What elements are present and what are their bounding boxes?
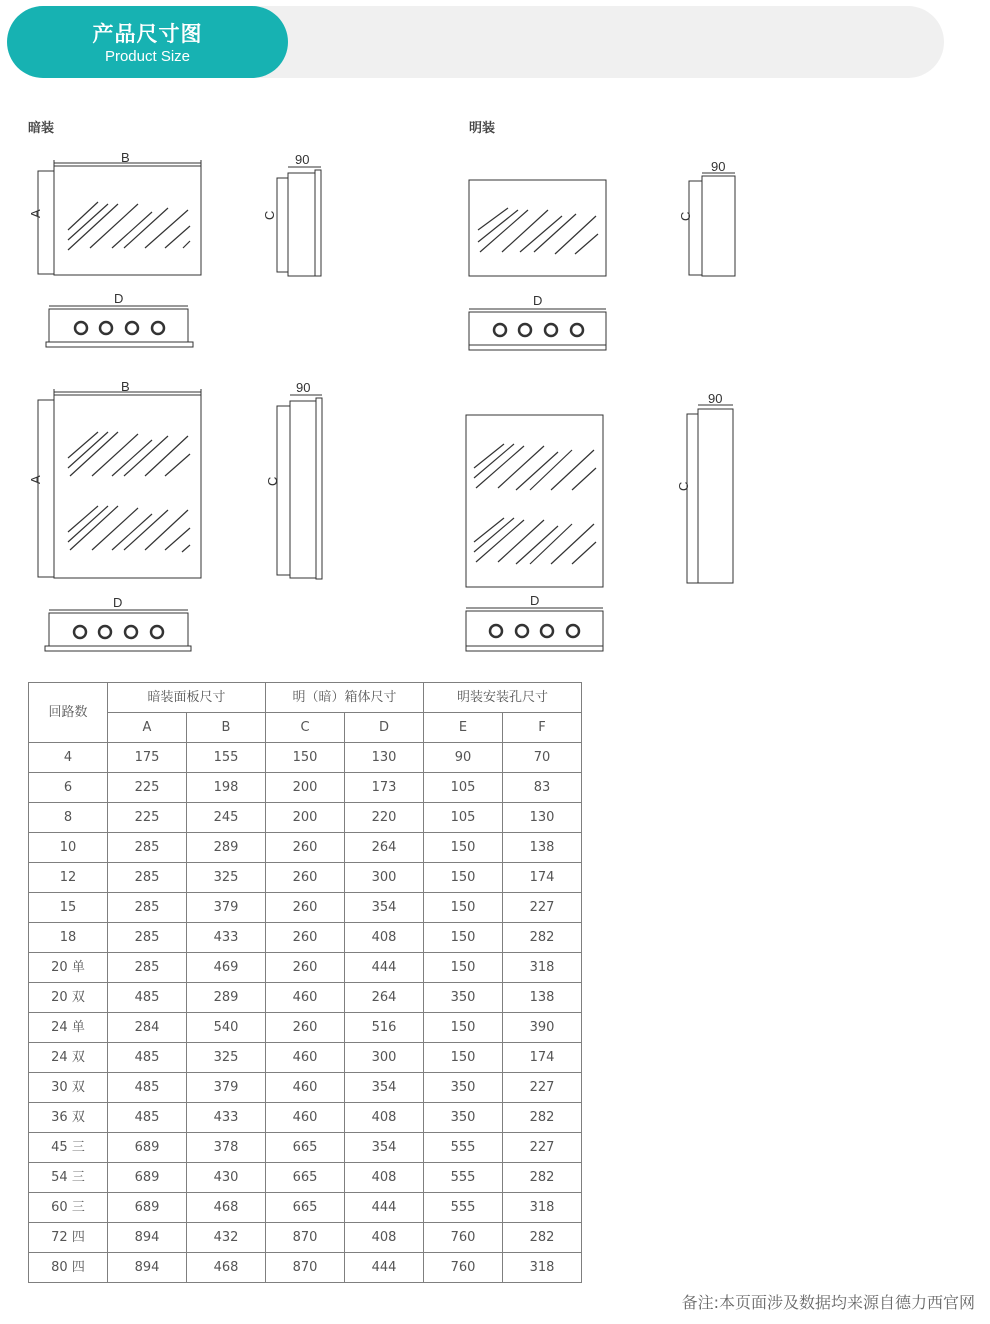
table-cell: 408 [345, 1163, 424, 1193]
table-cell: 225 [108, 773, 187, 803]
table-cell-circuits: 30 双 [29, 1073, 108, 1103]
table-cell: 150 [424, 923, 503, 953]
table-cell: 150 [266, 743, 345, 773]
table-cell: 150 [424, 833, 503, 863]
table-cell: 227 [503, 893, 582, 923]
table-row [29, 923, 582, 953]
table-cell: 460 [266, 983, 345, 1013]
table-cell-circuits: 72 四 [29, 1223, 108, 1253]
table-cell: 225 [108, 803, 187, 833]
table-cell: 105 [424, 773, 503, 803]
table-cell: 130 [345, 743, 424, 773]
table-cell: 485 [108, 1103, 187, 1133]
table-cell: 289 [187, 833, 266, 863]
dim-label-a-small: A [28, 209, 43, 218]
table-cell: 460 [266, 1103, 345, 1133]
table-cell: 130 [503, 803, 582, 833]
table-cell: 284 [108, 1013, 187, 1043]
table-cell-circuits: 8 [29, 803, 108, 833]
header-mount-hole-size: 明装安装孔尺寸 [424, 683, 582, 713]
section-label-concealed: 暗装 [28, 121, 55, 136]
footnote: 备注:本页面涉及数据均来源自德力西官网 [681, 1293, 975, 1312]
header-box-size: 明（暗）箱体尺寸 [266, 683, 424, 713]
table-cell: 105 [424, 803, 503, 833]
table-cell: 350 [424, 983, 503, 1013]
concealed-large-side-view [277, 395, 322, 579]
table-cell-circuits: 20 单 [29, 953, 108, 983]
table-cell: 318 [503, 953, 582, 983]
table-cell: 469 [187, 953, 266, 983]
table-cell: 220 [345, 803, 424, 833]
table-cell: 408 [345, 1103, 424, 1133]
table-cell: 468 [187, 1253, 266, 1283]
size-spec-table [28, 682, 582, 1283]
table-cell: 200 [266, 803, 345, 833]
dim-label-d-surface-small: D [533, 293, 543, 308]
table-cell: 408 [345, 1223, 424, 1253]
table-cell: 354 [345, 1073, 424, 1103]
table-cell-circuits: 6 [29, 773, 108, 803]
dim-label-c-concealed-large: C [265, 476, 280, 486]
table-cell: 444 [345, 1253, 424, 1283]
table-cell: 760 [424, 1223, 503, 1253]
table-cell: 485 [108, 983, 187, 1013]
header-circuits: 回路数 [29, 683, 108, 743]
table-row [29, 1163, 582, 1193]
table-cell: 870 [266, 1253, 345, 1283]
table-cell: 350 [424, 1073, 503, 1103]
table-cell: 390 [503, 1013, 582, 1043]
table-cell: 444 [345, 1193, 424, 1223]
table-cell: 379 [187, 893, 266, 923]
dim-label-d-concealed-large: D [113, 595, 123, 610]
table-cell: 285 [108, 833, 187, 863]
dim-label-d-concealed-small: D [114, 291, 124, 306]
table-cell: 665 [266, 1193, 345, 1223]
dim-label-depth-concealed-large: 90 [296, 380, 311, 395]
table-cell-circuits: 36 双 [29, 1103, 108, 1133]
header-panel-size: 暗装面板尺寸 [108, 683, 266, 713]
table-row [29, 1253, 582, 1283]
table-row [29, 893, 582, 923]
table-cell-circuits: 54 三 [29, 1163, 108, 1193]
table-row [29, 1223, 582, 1253]
table-cell-circuits: 10 [29, 833, 108, 863]
subheader-f: F [503, 713, 582, 743]
table-row [29, 983, 582, 1013]
table-cell: 689 [108, 1163, 187, 1193]
concealed-small-front-view [38, 160, 201, 275]
table-row [29, 803, 582, 833]
table-row [29, 1043, 582, 1073]
surface-small-side-view [689, 173, 735, 276]
table-cell-circuits: 24 双 [29, 1043, 108, 1073]
table-cell: 430 [187, 1163, 266, 1193]
table-cell: 200 [266, 773, 345, 803]
table-cell: 282 [503, 923, 582, 953]
table-cell: 282 [503, 1163, 582, 1193]
table-cell: 260 [266, 833, 345, 863]
table-cell: 150 [424, 893, 503, 923]
table-cell: 155 [187, 743, 266, 773]
table-cell: 138 [503, 983, 582, 1013]
table-row [29, 773, 582, 803]
table-cell: 468 [187, 1193, 266, 1223]
table-cell: 150 [424, 1013, 503, 1043]
header-subtitle: Product Size [104, 48, 191, 65]
table-row [29, 1103, 582, 1133]
dim-label-depth-surface-large: 90 [708, 391, 723, 406]
table-cell: 433 [187, 1103, 266, 1133]
table-cell: 432 [187, 1223, 266, 1253]
table-cell: 516 [345, 1013, 424, 1043]
table-row [29, 1193, 582, 1223]
table-cell: 282 [503, 1103, 582, 1133]
table-cell: 174 [503, 1043, 582, 1073]
subheader-c: C [266, 713, 345, 743]
table-row [29, 743, 582, 773]
table-cell: 665 [266, 1163, 345, 1193]
dim-label-a-large: A [28, 475, 43, 484]
dim-label-d-surface-large: D [530, 593, 540, 608]
table-cell: 300 [345, 863, 424, 893]
table-cell-circuits: 18 [29, 923, 108, 953]
table-cell-circuits: 15 [29, 893, 108, 923]
table-cell: 485 [108, 1073, 187, 1103]
table-cell: 555 [424, 1193, 503, 1223]
table-cell: 175 [108, 743, 187, 773]
table-cell: 354 [345, 893, 424, 923]
table-cell: 555 [424, 1133, 503, 1163]
table-cell: 894 [108, 1253, 187, 1283]
table-cell: 83 [503, 773, 582, 803]
dim-label-b-small: B [121, 150, 130, 165]
dim-label-c-concealed-small: C [262, 210, 277, 220]
table-row [29, 1013, 582, 1043]
surface-small-front-view [469, 180, 606, 276]
subheader-a: A [108, 713, 187, 743]
table-cell-circuits: 4 [29, 743, 108, 773]
table-row [29, 863, 582, 893]
table-cell-circuits: 60 三 [29, 1193, 108, 1223]
table-cell: 260 [266, 953, 345, 983]
dim-label-c-surface-small: C [678, 211, 693, 221]
subheader-b: B [187, 713, 266, 743]
table-cell: 245 [187, 803, 266, 833]
table-cell: 485 [108, 1043, 187, 1073]
table-cell: 378 [187, 1133, 266, 1163]
table-cell: 285 [108, 923, 187, 953]
table-row [29, 1073, 582, 1103]
table-cell: 70 [503, 743, 582, 773]
table-cell: 325 [187, 1043, 266, 1073]
table-cell: 285 [108, 863, 187, 893]
concealed-small-bottom-view [46, 306, 193, 347]
table-cell: 227 [503, 1133, 582, 1163]
dim-label-depth-surface-small: 90 [711, 159, 726, 174]
table-cell: 354 [345, 1133, 424, 1163]
subheader-e: E [424, 713, 503, 743]
table-cell: 260 [266, 863, 345, 893]
table-cell: 173 [345, 773, 424, 803]
table-cell: 379 [187, 1073, 266, 1103]
surface-small-bottom-view [469, 309, 606, 350]
table-cell: 260 [266, 1013, 345, 1043]
table-cell: 264 [345, 833, 424, 863]
table-cell-circuits: 20 双 [29, 983, 108, 1013]
table-row [29, 1133, 582, 1163]
table-cell: 444 [345, 953, 424, 983]
table-cell: 300 [345, 1043, 424, 1073]
table-cell: 282 [503, 1223, 582, 1253]
table-cell: 665 [266, 1133, 345, 1163]
dim-label-b-large: B [121, 379, 130, 394]
table-row [29, 953, 582, 983]
surface-large-side-view [687, 405, 733, 583]
table-cell: 689 [108, 1193, 187, 1223]
concealed-large-front-view [38, 389, 201, 578]
table-cell: 870 [266, 1223, 345, 1253]
table-cell: 150 [424, 1043, 503, 1073]
table-row [29, 833, 582, 863]
concealed-large-bottom-view [45, 610, 191, 651]
table-cell: 689 [108, 1133, 187, 1163]
table-cell-circuits: 24 单 [29, 1013, 108, 1043]
table-cell: 227 [503, 1073, 582, 1103]
table-cell: 540 [187, 1013, 266, 1043]
subheader-d: D [345, 713, 424, 743]
table-cell: 90 [424, 743, 503, 773]
concealed-small-side-view [277, 167, 321, 276]
surface-large-front-view [466, 415, 603, 587]
table-cell: 433 [187, 923, 266, 953]
table-cell: 325 [187, 863, 266, 893]
section-label-surface: 明装 [469, 121, 496, 136]
table-body [29, 743, 582, 1283]
table-cell: 318 [503, 1193, 582, 1223]
table-cell: 760 [424, 1253, 503, 1283]
dim-label-c-surface-large: C [676, 481, 691, 491]
table-cell: 174 [503, 863, 582, 893]
table-cell: 555 [424, 1163, 503, 1193]
dim-label-depth-concealed-small: 90 [295, 152, 310, 167]
table-cell: 260 [266, 893, 345, 923]
table-cell: 350 [424, 1103, 503, 1133]
table-cell: 264 [345, 983, 424, 1013]
header-title: 产品尺寸图 [92, 22, 203, 46]
table-cell: 894 [108, 1223, 187, 1253]
table-cell: 260 [266, 923, 345, 953]
table-cell: 150 [424, 863, 503, 893]
table-cell: 150 [424, 953, 503, 983]
table-cell: 318 [503, 1253, 582, 1283]
table-cell: 138 [503, 833, 582, 863]
table-cell: 289 [187, 983, 266, 1013]
table-cell: 460 [266, 1073, 345, 1103]
table-cell-circuits: 80 四 [29, 1253, 108, 1283]
surface-large-bottom-view [466, 608, 603, 651]
table-cell-circuits: 12 [29, 863, 108, 893]
table-cell: 198 [187, 773, 266, 803]
table-cell: 408 [345, 923, 424, 953]
table-cell-circuits: 45 三 [29, 1133, 108, 1163]
table-cell: 285 [108, 893, 187, 923]
table-cell: 460 [266, 1043, 345, 1073]
dimension-drawings [0, 0, 990, 660]
table-cell: 285 [108, 953, 187, 983]
